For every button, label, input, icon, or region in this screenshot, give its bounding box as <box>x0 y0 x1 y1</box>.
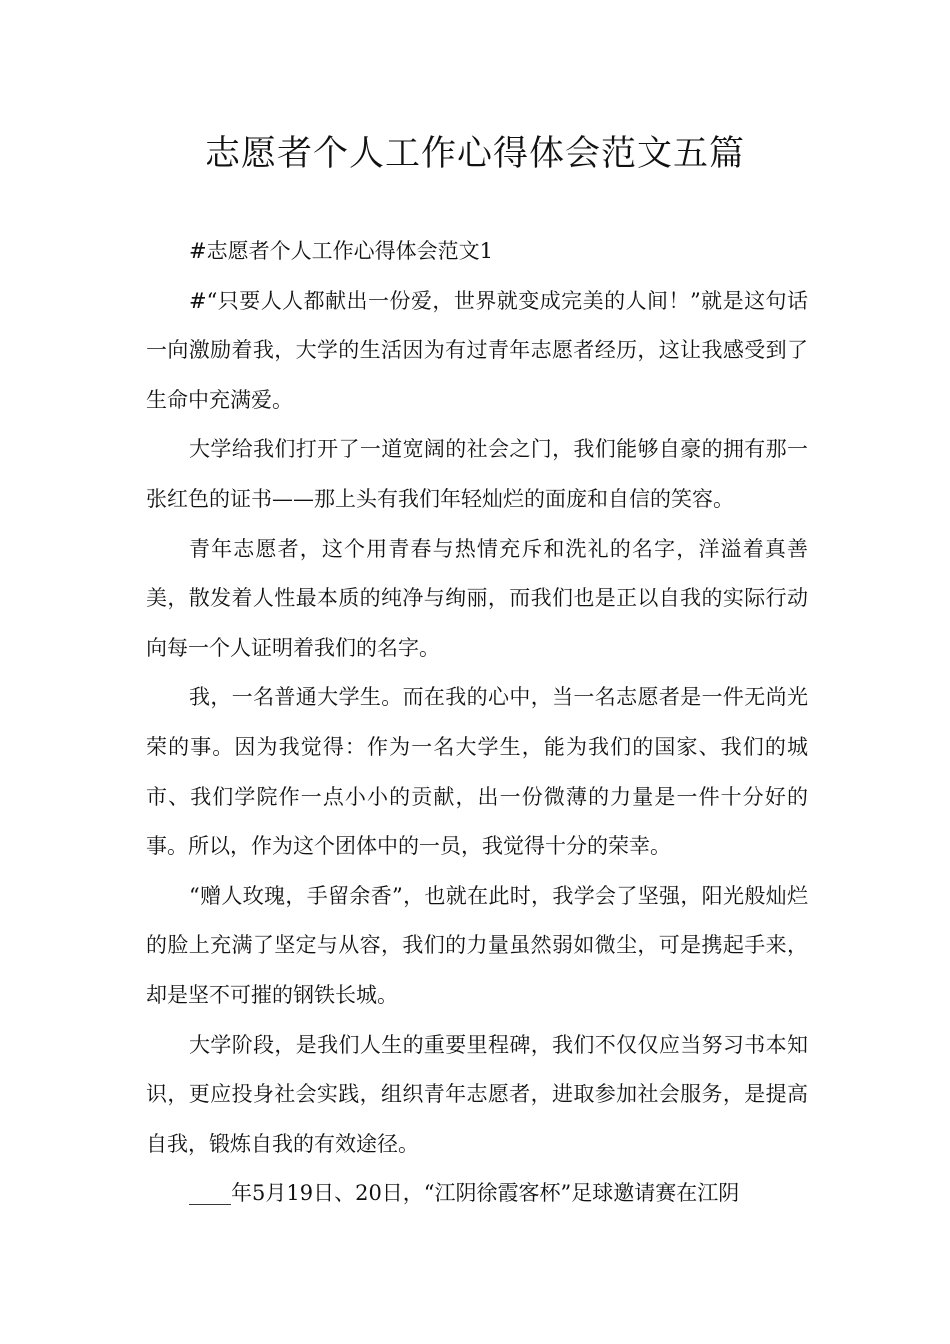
paragraph: #“只要人人都献出一份爱，世界就变成完美的人间！”就是这句话一向激励着我，大学的生活因为有过青年志愿者经历，这让我感受到了生命中充满爱。 <box>146 288 808 412</box>
document-title: 志愿者个人工作心得体会范文五篇 <box>204 134 745 174</box>
section-heading: #志愿者个人工作心得体会范文1 <box>189 239 493 263</box>
paragraph: 我，一名普通大学生。而在我的心中，当一名志愿者是一件无尚光荣的事。因为我觉得：作为一名大学生，能为我们的国家、我们的城市、我们学院作一点小小的贡献，出一份微薄的力量是一件十分好的事。所以，作为这个团体中的一员，我觉得十分的荣幸。 <box>146 685 808 859</box>
document-body <box>146 227 808 1219</box>
paragraph: 青年志愿者，这个用青春与热情充斥和洗礼的名字，洋溢着真善美，散发着人性最本质的纯净与绚丽，而我们也是正以自我的实际行动向每一个人证明着我们的名字。 <box>146 536 808 660</box>
paragraph: “赠人玫瑰，手留余香”，也就在此时，我学会了坚强，阳光般灿烂的脸上充满了坚定与从容，我们的力量虽然弱如微尘，可是携起手来，却是坚不可摧的钢铁长城。 <box>146 883 808 1007</box>
paragraph: ____年5月19日、20日，“江阴徐霞客杯”足球邀请赛在江阴 <box>189 1181 740 1206</box>
paragraph: 大学阶段，是我们人生的重要里程碑，我们不仅仅应当努习书本知识，更应投身社会实践，组织青年志愿者，进取参加社会服务，是提高自我，锻炼自我的有效途径。 <box>146 1032 808 1156</box>
paragraph: 大学给我们打开了一道宽阔的社会之门，我们能够自豪的拥有那一张红色的证书——那上头有我们年轻灿烂的面庞和自信的笑容。 <box>146 437 808 511</box>
